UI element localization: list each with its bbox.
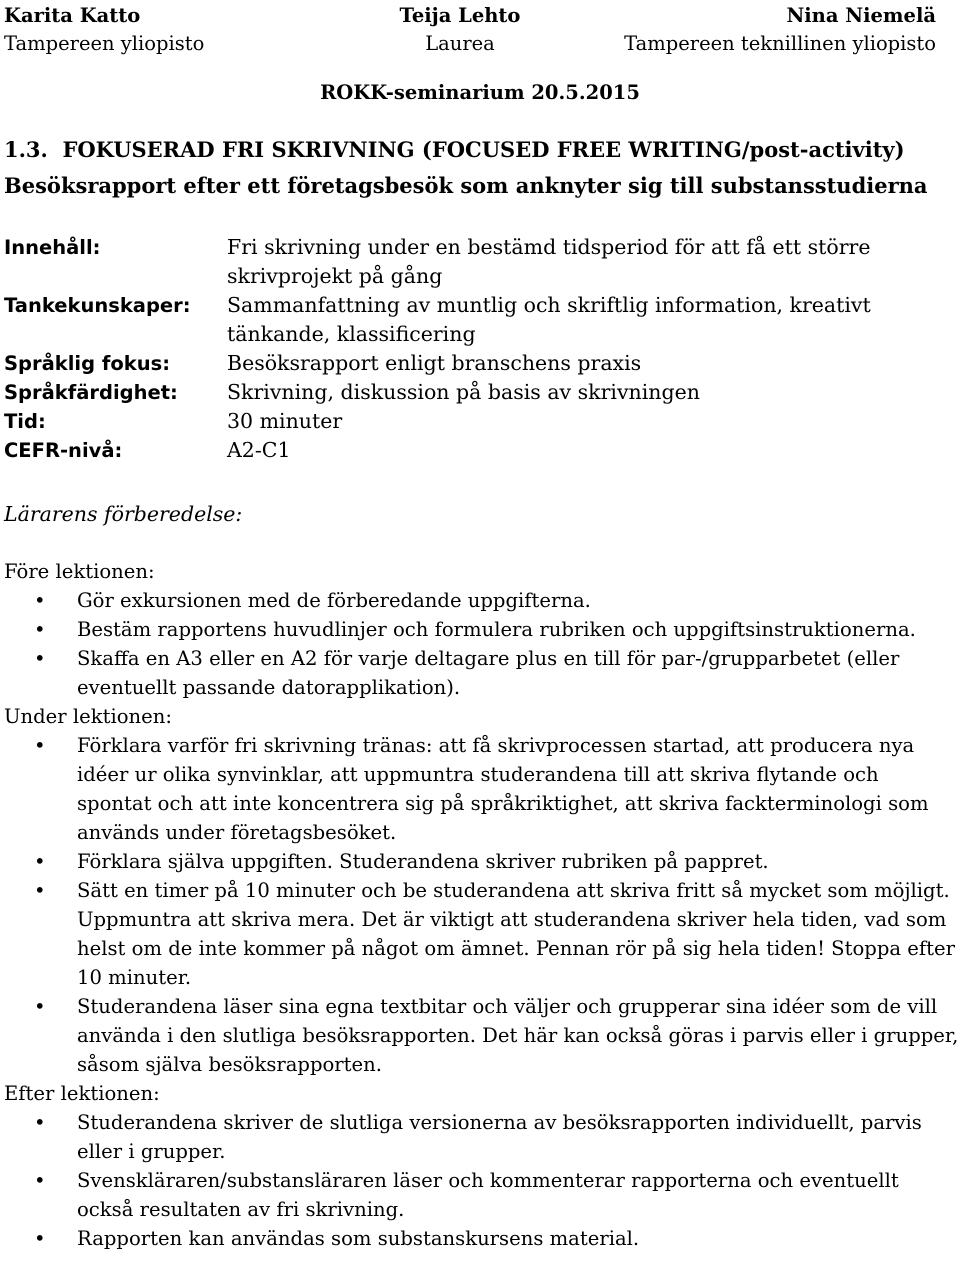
meta-key: Innehåll: — [4, 236, 101, 259]
meta-row — [4, 233, 944, 291]
phase-heading: Före lektionen: — [4, 560, 155, 583]
meta-key: Tankekunskaper: — [4, 294, 191, 317]
meta-value: Besöksrapport enligt branschens praxis — [227, 351, 642, 375]
list-item-text: Studerandena skriver de slutliga versionerna av besöksrapporten individuellt, parvis eller i grupper. — [77, 1111, 922, 1163]
section-number: 1.3. — [4, 137, 48, 162]
bullet-icon: • — [34, 618, 46, 641]
section-title: FOKUSERAD FRI SKRIVNING (FOCUSED FREE WRITING/post-activity) — [62, 137, 905, 162]
author-affiliation: Tampereen teknillinen yliopisto — [624, 32, 936, 55]
meta-row — [4, 407, 944, 436]
lesson-phases — [4, 557, 959, 1253]
bullet-list — [4, 731, 959, 1079]
list-item-text: Förklara själva uppgiften. Studerandena skriver rubriken på pappret. — [77, 850, 769, 873]
list-item — [4, 847, 959, 876]
seminar-title: ROKK-seminarium 20.5.2015 — [320, 81, 640, 104]
list-item — [4, 644, 959, 702]
author-names-row — [4, 2, 936, 30]
bullet-icon: • — [34, 879, 46, 902]
bullet-icon: • — [34, 647, 46, 670]
bullet-icon: • — [34, 1111, 46, 1134]
list-item — [4, 586, 959, 615]
meta-row — [4, 349, 944, 378]
list-item — [4, 992, 959, 1079]
activity-metadata — [4, 233, 944, 465]
list-item — [4, 876, 959, 992]
phase-after-lesson — [4, 1079, 959, 1253]
phase-heading: Efter lektionen: — [4, 1082, 160, 1105]
bullet-list — [4, 586, 959, 702]
meta-key: Tid: — [4, 410, 46, 433]
meta-key: Språklig fokus: — [4, 352, 170, 375]
bullet-icon: • — [34, 995, 46, 1018]
preparation-heading: Lärarens förberedelse: — [4, 502, 243, 526]
meta-key: Språkfärdighet: — [4, 381, 178, 404]
meta-value: 30 minuter — [227, 409, 343, 433]
bullet-icon: • — [34, 850, 46, 873]
list-item-text: Förklara varför fri skrivning tränas: att få skrivprocessen startad, att producera nya idéer ur olika synvinklar, att uppmuntra studerandena till att skriva flytande och spontat och att inte koncentrera sig på språkriktighet, att skriva fackterminologi som används under företagsbesöket. — [77, 734, 929, 844]
list-item-text: Svenskläraren/substansläraren läser och kommenterar rapporterna och eventuellt också resultaten av fri skrivning. — [77, 1169, 899, 1221]
meta-row — [4, 291, 944, 349]
section-subtitle: Besöksrapport efter ett företagsbesök som anknyter sig till substansstudierna — [4, 173, 928, 198]
meta-value: A2-C1 — [227, 438, 291, 462]
meta-row — [4, 436, 944, 465]
author-name: Karita Katto — [4, 4, 141, 27]
author-affiliations-row — [4, 30, 936, 58]
meta-row — [4, 378, 944, 407]
list-item — [4, 1108, 959, 1166]
meta-value: Sammanfattning av muntlig och skriftlig information, kreativt tänkande, klassificering — [227, 293, 871, 346]
document-header — [4, 2, 936, 58]
phase-during-lesson — [4, 702, 959, 1079]
section-title-line — [4, 132, 928, 168]
list-item-text: Skaffa en A3 eller en A2 för varje deltagare plus en till för par-/grupparbetet (eller eventuellt passande datorapplikation). — [77, 647, 900, 699]
list-item — [4, 615, 959, 644]
bullet-list — [4, 1108, 959, 1253]
author-name: Nina Niemelä — [786, 4, 936, 27]
phase-before-lesson — [4, 557, 959, 702]
bullet-icon: • — [34, 734, 46, 757]
list-item-text: Sätt en timer på 10 minuter och be studerandena att skriva fritt så mycket som möjligt. Uppmuntra att skriva mera. Det är viktigt att studerandena skriver hela tiden, vad som helst om de inte kommer på något om ämnet. Pennan rör på sig hela tiden! Stoppa efter 10 minuter. — [77, 879, 955, 989]
list-item-text: Bestäm rapportens huvudlinjer och formulera rubriken och uppgiftsinstruktionerna. — [77, 618, 916, 641]
meta-value: Skrivning, diskussion på basis av skrivningen — [227, 380, 700, 404]
list-item — [4, 1224, 959, 1253]
author-name: Teija Lehto — [399, 4, 521, 27]
meta-key: CEFR-nivå: — [4, 439, 123, 462]
list-item — [4, 1166, 959, 1224]
list-item — [4, 731, 959, 847]
meta-value: Fri skrivning under en bestämd tidsperiod för att få ett större skrivprojekt på gång — [227, 235, 871, 288]
list-item-text: Rapporten kan användas som substanskursens material. — [77, 1227, 640, 1250]
list-item-text: Studerandena läser sina egna textbitar och väljer och grupperar sina idéer som de vill använda i den slutliga besöksrapporten. Det här kan också göras i parvis eller i grupper, såsom själva besöksrapporten. — [77, 995, 959, 1076]
phase-heading: Under lektionen: — [4, 705, 172, 728]
bullet-icon: • — [34, 589, 46, 612]
bullet-icon: • — [34, 1227, 46, 1250]
bullet-icon: • — [34, 1169, 46, 1192]
list-item-text: Gör exkursionen med de förberedande uppgifterna. — [77, 589, 591, 612]
author-affiliation: Laurea — [425, 32, 495, 55]
section-heading — [4, 132, 928, 204]
author-affiliation: Tampereen yliopisto — [4, 32, 205, 55]
